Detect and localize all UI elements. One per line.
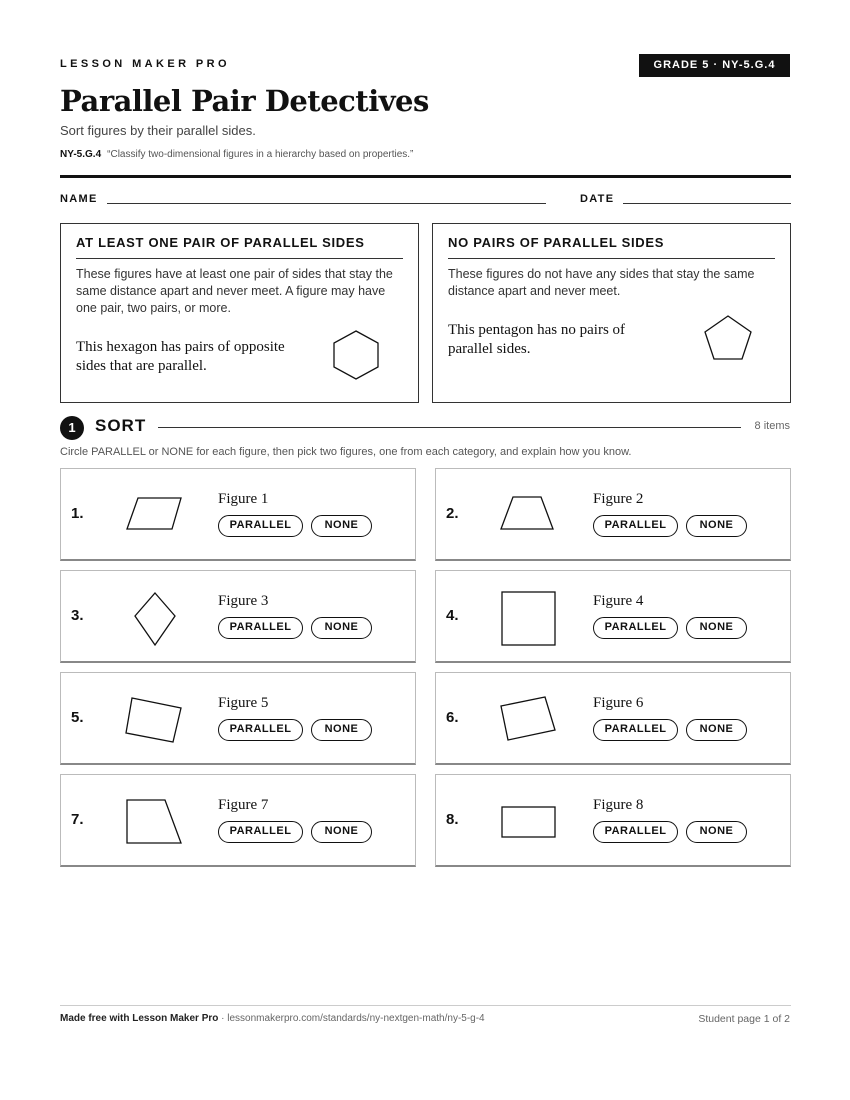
- figure-label: Figure 7: [218, 797, 269, 813]
- figure-card: [60, 774, 416, 867]
- figure-card: [435, 672, 791, 765]
- figure-number: 6.: [446, 709, 459, 726]
- parallel-choice[interactable]: PARALLEL: [593, 821, 678, 843]
- category-none-box: [432, 223, 791, 403]
- figure-number: 7.: [71, 811, 84, 828]
- parallel-choice[interactable]: PARALLEL: [593, 719, 678, 741]
- figure-number: 2.: [446, 505, 459, 522]
- parallelogram-icon: [123, 491, 185, 531]
- none-choice[interactable]: NONE: [311, 821, 372, 843]
- section-divider: [158, 427, 741, 428]
- category-divider: [76, 258, 403, 259]
- section-title: SORT: [95, 416, 147, 435]
- trapezoid-icon: [498, 491, 560, 531]
- category-example: This pentagon has no pairs of parallel sides.: [448, 322, 626, 357]
- footer-made-with: Made free with Lesson Maker Pro: [60, 1013, 219, 1024]
- none-choice[interactable]: NONE: [686, 719, 747, 741]
- figure-number: 8.: [446, 811, 459, 828]
- hexagon-icon: [331, 329, 381, 381]
- figure-card: [60, 672, 416, 765]
- page-indicator: Student page 1 of 2: [698, 1013, 790, 1025]
- section-number: 1: [60, 416, 84, 440]
- figure-number: 3.: [71, 607, 84, 624]
- pentagon-icon: [703, 313, 753, 363]
- tilted-quadrilateral-icon: [498, 695, 560, 745]
- figure-label: Figure 2: [593, 491, 644, 507]
- name-field[interactable]: [107, 203, 546, 204]
- parallel-choice[interactable]: PARALLEL: [218, 821, 303, 843]
- category-title: NO PAIRS OF PARALLEL SIDES: [448, 235, 665, 250]
- parallel-choice[interactable]: PARALLEL: [593, 515, 678, 537]
- figure-card: [435, 468, 791, 561]
- figure-label: Figure 4: [593, 593, 644, 609]
- figure-number: 5.: [71, 709, 84, 726]
- standard-text: “Classify two-dimensional figures in a hierarchy based on properties.”: [107, 149, 414, 160]
- category-description: These figures have at least one pair of sides that stay the same distance apart and never meet. A figure may have one pair, two pairs, or more.: [76, 267, 393, 315]
- figure-label: Figure 1: [218, 491, 269, 507]
- figure-number: 4.: [446, 607, 459, 624]
- header-divider: [60, 175, 791, 178]
- category-description: These figures do not have any sides that stay the same distance apart and never meet.: [448, 267, 755, 298]
- parallel-choice[interactable]: PARALLEL: [593, 617, 678, 639]
- figure-label: Figure 5: [218, 695, 269, 711]
- category-parallel-box: [60, 223, 419, 403]
- footer-url[interactable]: · lessonmakerpro.com/standards/ny-nextgen-math/ny-5-g-4: [218, 1013, 485, 1024]
- standard-code: NY-5.G.4: [60, 149, 102, 160]
- grade-badge: GRADE 5 · NY-5.G.4: [639, 54, 790, 77]
- none-choice[interactable]: NONE: [311, 719, 372, 741]
- figure-card: [60, 468, 416, 561]
- figure-card: [60, 570, 416, 663]
- name-label: NAME: [60, 193, 98, 205]
- brand-name: LESSON MAKER PRO: [60, 58, 230, 70]
- none-choice[interactable]: NONE: [311, 617, 372, 639]
- date-field[interactable]: [623, 203, 791, 204]
- square-icon: [498, 589, 560, 647]
- parallel-choice[interactable]: PARALLEL: [218, 515, 303, 537]
- figure-number: 1.: [71, 505, 84, 522]
- footer-divider: [60, 1005, 791, 1006]
- category-divider: [448, 258, 775, 259]
- category-title: AT LEAST ONE PAIR OF PARALLEL SIDES: [76, 235, 365, 250]
- category-example: This hexagon has pairs of opposite sides that are parallel.: [76, 339, 285, 374]
- figure-label: Figure 8: [593, 797, 644, 813]
- none-choice[interactable]: NONE: [686, 515, 747, 537]
- none-choice[interactable]: NONE: [686, 617, 747, 639]
- instructions: Circle PARALLEL or NONE for each figure, then pick two figures, one from each category, and explain how you know.: [60, 446, 632, 458]
- date-label: DATE: [580, 193, 615, 205]
- figure-label: Figure 6: [593, 695, 644, 711]
- figure-card: [435, 570, 791, 663]
- none-choice[interactable]: NONE: [686, 821, 747, 843]
- kite-icon: [123, 591, 185, 647]
- tilted-quadrilateral-icon: [123, 695, 185, 745]
- rectangle-icon: [498, 797, 560, 847]
- worksheet-title: Parallel Pair Detectives: [60, 84, 429, 118]
- standard-line: [60, 149, 413, 160]
- footer-credit: [60, 1013, 485, 1024]
- right-trapezoid-icon: [123, 797, 185, 847]
- figure-label: Figure 3: [218, 593, 269, 609]
- worksheet-subtitle: Sort figures by their parallel sides.: [60, 123, 256, 138]
- parallel-choice[interactable]: PARALLEL: [218, 617, 303, 639]
- parallel-choice[interactable]: PARALLEL: [218, 719, 303, 741]
- item-count: 8 items: [754, 420, 790, 432]
- none-choice[interactable]: NONE: [311, 515, 372, 537]
- figure-card: [435, 774, 791, 867]
